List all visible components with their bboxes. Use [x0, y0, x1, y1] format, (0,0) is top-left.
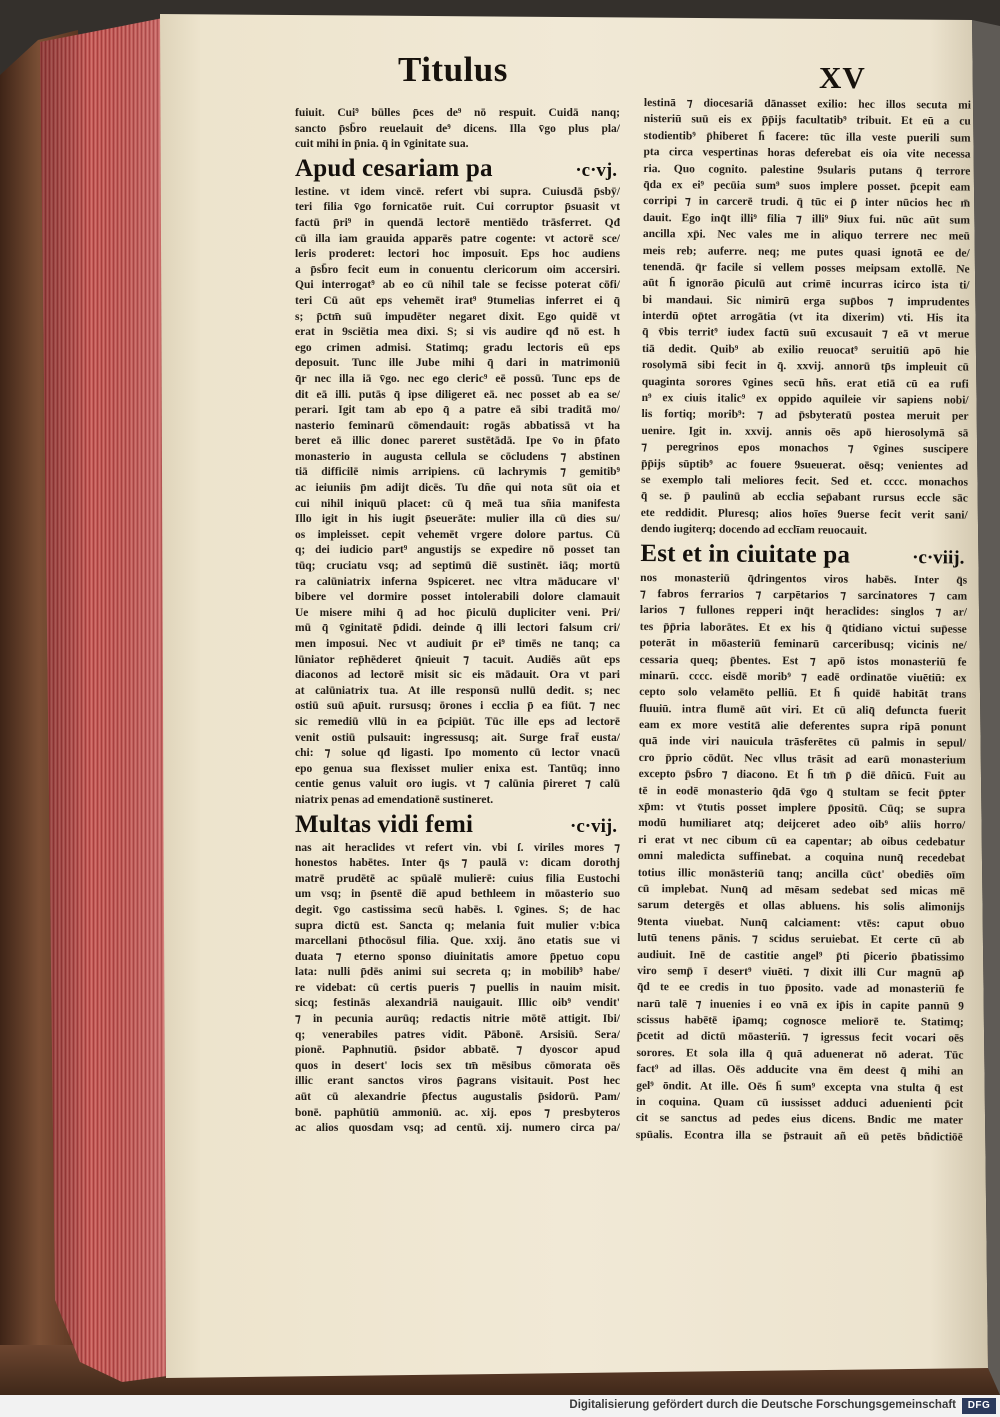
text-line-content: teri Cū aūt eps vehemēt irat⁹ 9tumelias inferret ei q̄ — [295, 294, 620, 307]
folio-number: XV — [819, 60, 866, 95]
text-line — [295, 746, 620, 762]
text-line-content: minarū. cccc. eisdē morib⁹ ⁊ eadē ordinatōe viuētiū: ex — [639, 669, 967, 685]
text-line — [295, 512, 620, 528]
text-line — [295, 1043, 620, 1059]
text-line-content: meis reb; auferre. neq; me putes quasi ignotā ee de/ — [642, 244, 970, 260]
text-line-content: dit eā illi. putās q̄ ipse diligeret eā. nec posset ab ea se/ — [295, 388, 620, 401]
text-line-content: re videbat: cū certis pueris ⁊ puellis in nauim misit. — [295, 981, 620, 994]
text-line-content: monasterio in augusta cellula se cōcludens ⁊ abstinen — [295, 450, 620, 463]
text-line — [295, 684, 620, 700]
text-line-content: tes p̄p̄ria laborātes. Et ex his q̄ q̄tidiano victui sup̄esse — [639, 620, 967, 636]
page-edges-shading — [40, 18, 167, 1382]
text-line-content: teri filia v̄go fornicatōe ruit. Cui corruptor p̄suasit vt — [295, 201, 620, 214]
text-line-content: modū humiliaret atq; deijceret adeo oib⁹ aliis horro/ — [638, 817, 966, 832]
text-line-content: os impleisset. cepit vehemēt vrgere dolore partus. Cū — [295, 528, 620, 541]
text-line-content: nasterio feminarū cōmendauit: rogās abbatissā vt ha — [295, 419, 620, 432]
text-line-content: fuiuit. Cui⁹ būlles p̄ces de⁹ nō respuit. Cuidā nanq; — [295, 107, 620, 119]
chapter-heading — [295, 809, 620, 841]
text-line-content: beret eā illic donec pareret sustētādā. Ipe v̄o in p̄fato — [295, 435, 620, 448]
text-line — [295, 1106, 620, 1122]
text-line-content: lutū tenens pānis. ⁊ scidus seruiebat. Et certe cū ab — [637, 932, 965, 947]
text-line-content: nos monasteriū q̄dringentos viros habēs. Inter q̄s — [640, 571, 968, 587]
text-line-content: tenendā. q̄r facile si vellem posses meipsam extollē. Ne — [642, 260, 970, 276]
chapter-number: ·c·viij. — [912, 546, 965, 569]
text-line — [295, 481, 620, 497]
text-line-content: dauit. Ego inq̄t illi⁹ filia ⁊ illi⁹ 9iux fui. nūc aūt sum — [642, 211, 971, 227]
text-line — [636, 1127, 963, 1146]
chapter-number: ·c·vij. — [570, 815, 617, 837]
text-line — [295, 185, 620, 201]
text-line-content: a p̄sb̄ro fecit eum in conuentu clericorum oim accersiri. — [295, 263, 620, 276]
text-line-content: cui nihil iniquū placet: cū q̄ meā tua sñia manifesta — [295, 497, 620, 510]
text-line-content: centie genus valuit oro iugis. vt ⁊ calūnia p̄ireret ⁊ calū — [295, 778, 620, 791]
text-line-content: aūt cū alexandrie p̄fectus augustalis p̄sidorū. Pam/ — [295, 1091, 620, 1104]
text-line-content: lestinā ⁊ diocesariā dānasset exilio: hec illos secuta mi — [643, 96, 971, 112]
text-line-content: diaconos ad lectorē misit sic eis mādauit. Ora vt pari — [295, 669, 620, 682]
text-line-content: mū q̄ v̄ginitatē p̄didi. deinde q̄ illi lectori falsum cri/ — [295, 622, 620, 635]
text-line-content: duata ⁊ eterno sponso diuinitatis amore p̄petuo copu — [295, 950, 620, 963]
text-line-content: sarum detergēs et ollas abluens. his solis alimonijs — [637, 899, 965, 914]
text-line-content: narū talē ⁊ inuenies i eo vnā ex ip̄is in capite pannū 9 — [636, 997, 964, 1013]
text-line — [295, 450, 620, 466]
text-line-content: bonē. paphūtiū ammoniū. ac. xij. epos ⁊ presbyteros — [295, 1106, 620, 1119]
text-line — [295, 1090, 620, 1106]
text-line-content: sorores. Et sola illa q̄ quā aduenerat nō aderat. Tūc — [636, 1046, 964, 1062]
text-line-content: matrē prudētē ac spūalē mulierē: cuius filia Eustochi — [295, 872, 620, 885]
text-line — [295, 216, 620, 232]
text-line-content: marcellani p̄thocōsul filia. Que. xxij. āno etatis sue vi — [295, 935, 620, 948]
text-line — [295, 1059, 620, 1075]
digitization-credit: Digitalisierung gefördert durch die Deutsche Forschungsgemeinschaft — [569, 1399, 956, 1411]
text-line — [643, 144, 970, 163]
text-line — [639, 766, 966, 785]
text-line-content: n⁹ ex ciuis italic⁹ ex oppido aquileie vir sapiens nobi/ — [641, 392, 969, 407]
text-line — [295, 668, 620, 684]
text-line — [295, 325, 620, 341]
running-title: Titulus — [398, 50, 508, 89]
text-line — [295, 341, 620, 357]
text-line-content: omni maledicta suffinebat. a coquina nunq̄ recedebat — [637, 850, 966, 865]
text-line-content: tūq; cruciatu vsq; ad septimū diē sustinēt. iāq; mortū — [295, 560, 620, 573]
text-line-content: poterāt in mōasteriū feminarū carceribusq; vicinis ne/ — [639, 637, 967, 652]
text-line-content: fact⁹ ad illas. Oēs adducite vna ēm deest q̄ mihi an — [636, 1063, 964, 1078]
text-block — [295, 841, 620, 1137]
text-line-content: degit. v̄go castissima secū habēs. l. v̄gines. S; de hac — [295, 903, 620, 916]
text-line-content: cessaria queq; p̄bentes. Est ⁊ apō istos monasteriū fe — [639, 653, 967, 669]
text-line — [295, 762, 620, 778]
text-line-content: in coquina. Quam cū iussisset adduci aduenienti p̄cit — [636, 1096, 964, 1111]
text-line-content: ria. Quo cognito. palestine 9sularis putans q̄ terrore — [643, 162, 971, 178]
text-line — [295, 434, 620, 450]
text-line-content: pionē. Paphnutiū. p̄sidor abbatē. ⁊ dyoscor apud — [295, 1044, 620, 1057]
text-line-content: se exemplo tali meliores fecit. Sed et. cccc. monachos — [640, 473, 969, 489]
text-line-content: quaginta sorores v̄gines secū hñs. erat etiā cū ea rufi — [641, 375, 969, 391]
text-line — [642, 357, 969, 376]
text-line — [295, 965, 620, 981]
text-line-content: ac alios quosdam vsq; ad centū. xij. numero circa pa/ — [295, 1122, 620, 1135]
text-line — [295, 575, 620, 591]
text-line-content: aūt h̄ ignorāo p̄iculū aut crimē incurras icirco ista ti/ — [642, 277, 970, 292]
text-line-content: ac ieiuniis p̄m adijt dicēs. Tu dñe qui nota sūt oia et — [295, 482, 620, 495]
text-block — [295, 185, 620, 809]
text-line — [295, 528, 620, 544]
text-line — [295, 232, 620, 248]
text-line-content: ri erat vt nec cibum cū ea capentar; ab oibus cedebatur — [638, 833, 966, 849]
dfg-logo: DFG — [962, 1398, 996, 1414]
text-line-content: 9tenta viuebat. Nunq̄ calciament: vtēs: caput obuo — [637, 915, 965, 931]
text-line-content: spūalis. Econtra illa se p̄strauit añ eū petēs bñdictiōē — [635, 1128, 963, 1144]
text-line — [295, 403, 620, 419]
text-line — [295, 543, 620, 559]
text-line-content: ete reddidit. Pluresq; alios hoīes 9uerse fecit verit sani/ — [640, 506, 968, 522]
text-line-content: larios ⁊ fullones repperi inq̄t heraclides: singlos ⁊ ar/ — [639, 604, 967, 619]
text-line-content: honestos habētes. Inter q̄s ⁊ paulā v: dicam dorothj — [295, 857, 620, 870]
text-line — [295, 122, 620, 138]
text-line — [295, 559, 620, 575]
left-text-column — [295, 106, 620, 1137]
text-line — [295, 1121, 620, 1137]
text-line — [295, 996, 620, 1012]
text-line — [295, 1012, 620, 1028]
text-line-content: lata: nulli p̄dēs animi sui secreta q; in mobilib⁹ habe/ — [295, 966, 620, 979]
text-block — [636, 570, 967, 1146]
text-line — [295, 278, 620, 294]
text-line-content: illic erant sanctos viros p̄agrans visitauit. Post hec — [295, 1075, 620, 1088]
text-line-content: q̄d te ee credis in tuo p̄posito. vade ad monasteriū fe — [636, 981, 965, 996]
text-line-content: ostiū suū ap̄uit. rursusq; ōrones i ecclia p̄ ea fiūt. ⁊ nec — [295, 700, 620, 713]
text-line-content: factū p̄ri⁹ in quendā lectorē mentiēdo trāsferret. Qđ — [295, 216, 620, 229]
text-line-content: stodientib⁹ p̄hiberet h̄ facere: tūc illa veste puerili sum — [643, 129, 971, 145]
text-line — [295, 919, 620, 935]
text-line — [637, 930, 964, 949]
text-line — [295, 793, 620, 809]
text-line-content: q̄ se. p̄ paulinū ab ecclia sep̄abant rursus eccle sāc — [640, 490, 968, 505]
text-line — [295, 497, 620, 513]
text-line — [295, 356, 620, 372]
text-line — [295, 1074, 620, 1090]
text-line-content: q; venerabiles patres vidit. Pābonē. Arsisiū. Sera/ — [295, 1028, 620, 1041]
text-line — [295, 247, 620, 263]
text-line-content: nisteriū suū eis ex p̄p̄ijs facultatib⁹ tribuit. Et eū a cu — [643, 113, 971, 128]
text-line-content: niatrix penas ad emendationē sustineret. — [295, 793, 494, 806]
text-line-content: scissus habētē ip̄amq; cognosce meliorē te. Statimq; — [636, 1014, 964, 1029]
text-line-content: q̄ v̄bis territ⁹ iudex factū suū excusauit ⁊ eā vt merue — [642, 326, 970, 342]
text-line — [295, 699, 620, 715]
text-line — [295, 419, 620, 435]
text-line-content: s; p̄ctm̄ suū impudēter negaret dixit. Ego quidē vt — [295, 310, 620, 323]
text-line-content: gel⁹ ōndit. At ille. Oēs h̄ sum⁹ excepta vna stulta q̄ est — [636, 1079, 964, 1095]
text-line-content: uenire. Igit in. xxvij. annis oēs apō hierosolymā sā — [641, 424, 969, 440]
text-line-content: ra calūniatrix inferna 9spiceret. nec vltra māducare vl' — [295, 575, 620, 588]
text-line — [295, 1028, 620, 1044]
text-line — [295, 200, 620, 216]
text-line — [295, 841, 620, 857]
text-line — [295, 950, 620, 966]
text-line-content: tē in eodē monasterio q̄dā v̄go q̄ stultam se fecit p̄pter — [638, 784, 966, 800]
text-line-content: sic remediū vllū in ea p̄cipiūt. Tūc ille eps ad lectorē — [295, 715, 620, 728]
text-line-content: pta circa vespertinas horas deferebat eis oia vite necessa — [643, 146, 971, 161]
text-line — [295, 715, 620, 731]
text-line-content: tiā difficilē nimis arripiens. cū lachrymis ⁊ gemitib⁹ — [295, 466, 620, 479]
text-line-content: cū implebat. Nunq̄ ad mēsam sedebat sed micas mē — [637, 882, 965, 898]
text-line-content: supra dictū est. Sancta q; melania fuit mulier v:bica — [295, 919, 620, 932]
text-line — [640, 635, 967, 654]
text-line-content: q; dei iudicio part⁹ angustijs se expedire nō posset tan — [295, 544, 620, 557]
text-line-content: cuit mihi in p̄nia. q̄ in v̄ginitate sua. — [295, 138, 469, 151]
right-text-column — [636, 95, 971, 1146]
text-line — [295, 137, 620, 153]
text-line — [295, 777, 620, 793]
text-line-content: interdū op̄tet arrogātia (vt ita dixerim) vti. His ita — [642, 310, 970, 325]
text-line-content: xp̄m: vt v̄tutis posset implere p̄positū. Cūq; se supra — [638, 800, 966, 816]
text-line-content: ⁊ in pecunia aurūq; redactis nitrie mōtē attigit. Ibi/ — [295, 1013, 620, 1026]
text-line-content: epo genua sua flexisset mulier enixa est. Tantūq; inno — [295, 762, 620, 775]
chapter-heading-title: Apud cesariam pa — [295, 154, 493, 182]
text-line — [638, 848, 965, 867]
text-line — [295, 637, 620, 653]
text-line-content: eam ex more vestitā alie deferentes supra ripā ponunt — [639, 719, 967, 734]
text-line-content: q̄r nec illa iā v̄go. nec ego cleric⁹ eē possū. Tunc eps de — [295, 372, 620, 385]
text-line-content: Qui interrogat⁹ ab eo cū nihil tale se fecisse poterat cōfi/ — [295, 279, 620, 292]
text-line-content: erat in 9sciētia mea dixi. S; si vis audire qđ nō est. h — [295, 326, 620, 339]
chapter-heading — [295, 153, 620, 185]
text-line-content: sicq; festinās alexandriā nauigauit. Illic oib⁹ vendit' — [295, 997, 620, 1010]
text-line-content: viro semp̄ ī desert⁹ viuēti. ⁊ dixit illi Cur magnū ap̄ — [637, 964, 965, 980]
text-line-content: ancilla xp̄i. Nec vales me in aliquo terrere nec meū — [642, 228, 970, 243]
text-line — [295, 653, 620, 669]
text-line-content: Ue misere mihi q̄ ad hoc p̄iculū dupliciter veni. Pri/ — [295, 606, 620, 619]
text-line-content: ⁊ peregrinos epos monachos ⁊ v̄gines suscipere — [641, 441, 969, 456]
text-line-content: bi mandaui. Sic nimirū erga sup̄bos ⁊ imprudentes — [642, 293, 970, 309]
text-line-content: um vsq; in p̄sentē diē apud bethleem in mōasterio suo — [295, 888, 620, 901]
chapter-heading — [640, 538, 967, 573]
text-line — [295, 310, 620, 326]
text-block — [295, 106, 620, 153]
text-line-content: ego crimen admisi. Statimq; gradu lectoris eū eps — [295, 341, 620, 354]
text-line — [295, 887, 620, 903]
text-line-content: cepto solo velamēto pelliū. Et h̄ quidē habitāt trans — [639, 686, 967, 701]
text-line-content: dendo iugiterq; docendo ad ecclīam reuocauit. — [640, 523, 868, 537]
text-line — [295, 621, 620, 637]
text-line-content: lūniator rep̄hēderet q̄nieuit ⁊ tacuit. Audiēs aūt eps — [295, 653, 620, 666]
text-line-content: bibere vel dormire posset intolerabili dolore clamauit — [295, 591, 620, 604]
text-line-content: audiuit. Inē de castitie angel⁹ p̄ti p̄icerio p̄batissimo — [637, 948, 965, 964]
text-line — [295, 934, 620, 950]
text-line-content: lestine. vt idem vincē. refert vbi supra. Cuiusdā p̄sbȳ/ — [295, 185, 620, 198]
text-line-content: excepto p̄sb̄ro ⁊ diacono. Et h̄ tm̄ p̄ diē dñicū. Fuit au — [638, 768, 966, 783]
text-line — [295, 731, 620, 747]
text-line — [295, 263, 620, 279]
text-line — [295, 606, 620, 622]
text-line-content: leris proderet: lectori hoc imposuit. Eps hoc audiens — [295, 248, 620, 261]
text-line — [295, 590, 620, 606]
text-line-content: cū illa iam grauida apparēs patre cogente: vt actorē sce/ — [295, 232, 620, 245]
text-line-content: rosolymā sibi fecit in q̄. xxvij. annorū tp̄s impleuit cū — [641, 359, 969, 374]
text-line — [295, 981, 620, 997]
chapter-number: ·c·vj. — [575, 159, 617, 181]
text-line — [295, 372, 620, 388]
text-line — [295, 106, 620, 122]
chapter-heading-title: Est et in ciuitate pa — [640, 539, 851, 569]
text-block — [641, 95, 971, 540]
text-line-content: q̄da ex ei⁹ pecūia sum⁹ suos implere posset. p̄cepit eam — [643, 178, 971, 194]
text-line-content: ⁊ fabros ferrarios ⁊ carpētarios ⁊ sarcinatores ⁊ cam — [640, 587, 968, 603]
text-line — [295, 903, 620, 919]
text-line-content: perari. Igit tam ab epo q̄ a patre eā sibi traditā mo/ — [295, 404, 620, 417]
text-line — [643, 226, 970, 245]
text-line-content: Illo igit in his iugit p̄seuerāte: mulier illa cū dies su/ — [295, 513, 620, 526]
text-line-content: deposuit. Tunc ille Jube mihi q̄ dari in matrimoniū — [295, 357, 620, 370]
text-line-content: men imposui. Nec vt audiuit p̄r ei⁹ timēs ne tanq; ca — [295, 638, 620, 650]
text-line-content: cro p̄prio cōdūt. Nec vllus trāsit ad earū monasterium — [638, 751, 966, 767]
text-line-content: tiā dedit. Quib⁹ ab exilio reuocat⁹ seruitiū apō hie — [641, 342, 970, 358]
text-line-content: venit ostiū pulsauit: ingressusq; ait. Surge frat̄ eusta/ — [295, 731, 620, 744]
text-line-content: cit se sanctus ad pedes eius dicens. Bndic me mater — [635, 1112, 963, 1127]
text-line-content: chi: ⁊ solue qđ ligasti. Ipo momento cū lector vnacū — [295, 747, 620, 760]
text-line-content: p̄p̄ijs sūptib⁹ ac fouere 9sueuerat. oēsq; venientes ad — [641, 457, 969, 473]
text-line — [641, 439, 968, 458]
text-line — [295, 465, 620, 481]
text-line-content: fluuiū. intra flumē aūt viri. Et cū aliq̄ defuncta fuerit — [639, 702, 967, 718]
chapter-heading-title: Multas vidi femi — [295, 810, 474, 838]
digitization-credit-bar — [0, 1395, 1000, 1417]
text-line-content: p̄cetit ad dictū mōasteriū. ⁊ igressus fecit vocari oēs — [636, 1030, 964, 1046]
text-line-content: quos in desert' locis sex tm̄ mēsibus cōmorata oēs — [295, 1059, 620, 1072]
text-line-content: nas ait heraclides vt refert vin. vbi ſ. viriles mores ⁊ — [295, 841, 620, 854]
text-line-content: corripi ⁊ in carcerē trudi. q̄ tūc ei p̄ inter nūcios hec m̄ — [643, 195, 971, 210]
text-line-content: quā inde viri nauicula trāsferētes cū palmis in sepul/ — [638, 735, 966, 751]
text-line — [295, 872, 620, 888]
text-line-content: at calūniatrix tua. At ille responsū nullū dedit. s; nec — [295, 684, 620, 697]
text-line — [295, 294, 620, 310]
text-line-content: totius illic monāsteriū tanq; ancilla cūct' obediēs oīm — [637, 866, 965, 882]
text-line — [295, 388, 620, 404]
text-line — [295, 856, 620, 872]
text-line-content: lis fortiq; morib⁹: ⁊ ad p̄sbyteratū postea meruit per — [641, 408, 969, 423]
text-line-content: sancto p̄sb̄ro reuelauit de⁹ dicens. Illa v̄go plus pla/ — [295, 122, 620, 135]
